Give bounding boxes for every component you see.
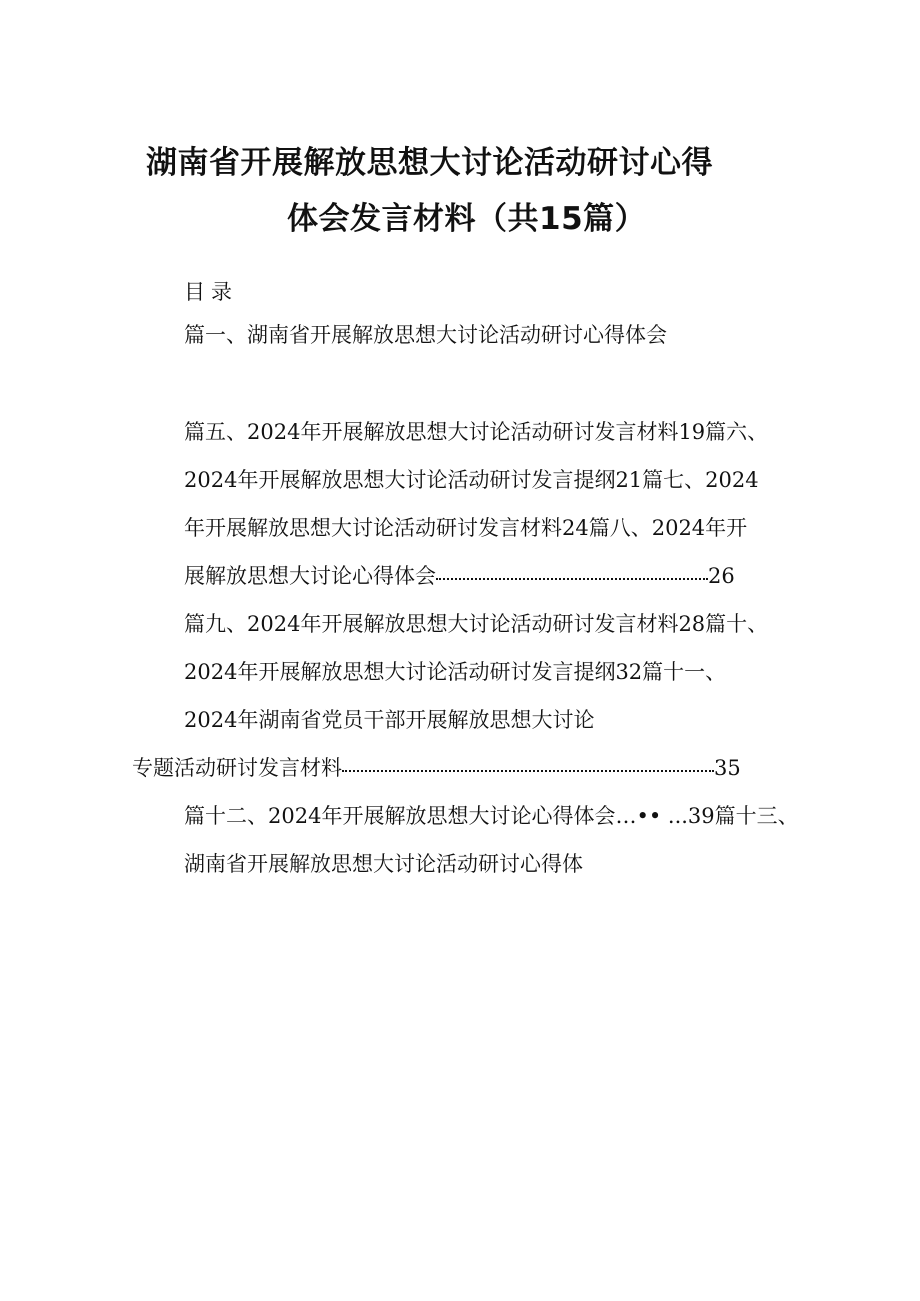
- toc-page-number: 35: [714, 756, 741, 780]
- toc-entry: 湖南省开展解放思想大讨论活动研讨心得体: [184, 852, 583, 876]
- toc-entry: 年开展解放思想大讨论活动研讨发言材料24篇八、2024年开: [184, 516, 748, 540]
- toc-leader-dots: [342, 758, 714, 779]
- toc-heading: 目录: [184, 280, 238, 304]
- toc-entry: 2024年开展解放思想大讨论活动研讨发言提纲32篇十一、: [184, 660, 727, 684]
- toc-page-number: 26: [708, 564, 735, 588]
- toc-entry: [184, 566, 735, 587]
- toc-entry-text: 专题活动研讨发言材料: [132, 756, 342, 780]
- toc-leader-dots: [436, 566, 708, 587]
- document-title-line-2: 体会发言材料（共15篇）: [287, 201, 647, 237]
- toc-entry: 篇五、2024年开展解放思想大讨论活动研讨发言材料19篇六、: [184, 420, 769, 444]
- toc-entry: 篇一、湖南省开展解放思想大讨论活动研讨心得体会: [184, 323, 667, 347]
- toc-entry: 2024年开展解放思想大讨论活动研讨发言提纲21篇七、2024: [184, 468, 759, 492]
- toc-entry: 篇九、2024年开展解放思想大讨论活动研讨发言材料28篇十、: [184, 612, 769, 636]
- toc-entry: 篇十二、2024年开展解放思想大讨论心得体会…•• ...39篇十三、: [184, 804, 799, 828]
- toc-entry-text: 展解放思想大讨论心得体会: [184, 564, 436, 588]
- document-title-line-1: 湖南省开展解放思想大讨论活动研讨心得: [146, 145, 713, 181]
- toc-entry: 2024年湖南省党员干部开展解放思想大讨论: [184, 708, 595, 732]
- toc-entry: [132, 758, 741, 779]
